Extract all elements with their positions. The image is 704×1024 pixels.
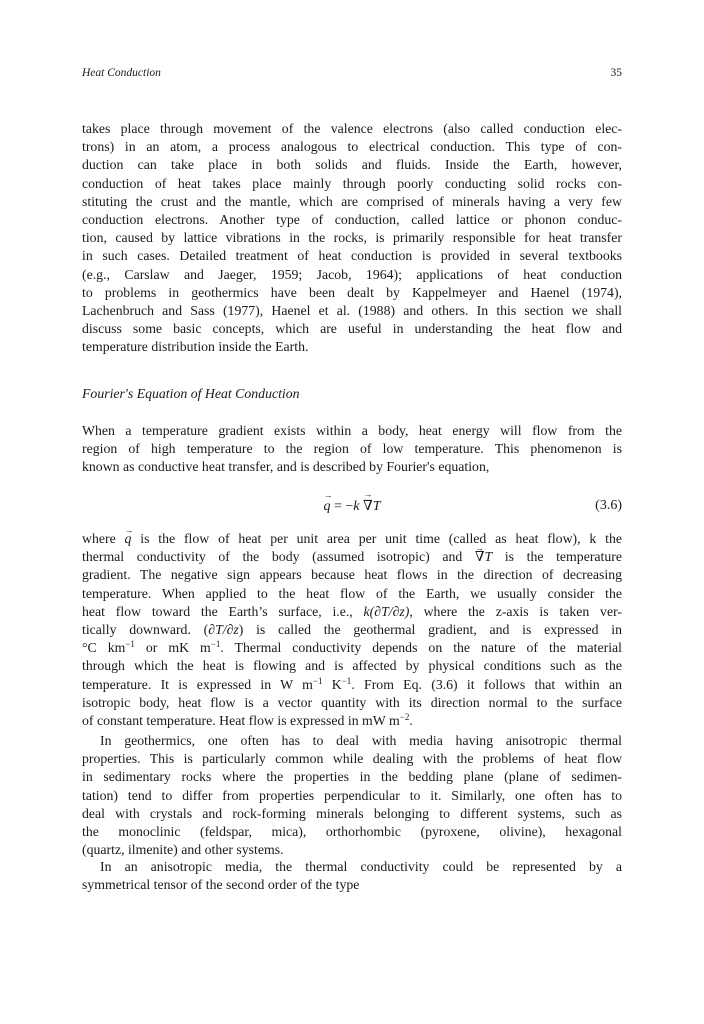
- text-line: In geothermics, one often has to deal with media having anisotropic thermal: [100, 733, 622, 748]
- text-span: ) is called the geothermal gradient, and is expressed in: [238, 622, 622, 638]
- text-line: gradient. The negative sign appears because heat flows in the direction of decreasing: [82, 567, 622, 583]
- heat-flow-vector: → q: [125, 530, 132, 548]
- text-line: [82, 639, 622, 657]
- paragraph-tensor: [82, 858, 622, 894]
- conductivity-symbol: k: [353, 499, 360, 514]
- text-span: °C km: [82, 640, 126, 656]
- text-span: tically downward. (: [82, 622, 209, 638]
- text-line: conduction electrons. Another type of conduction, called lattice or phonon conduc-: [82, 212, 622, 228]
- text-line: [82, 603, 622, 621]
- text-span: is the flow of heat per unit area per unit time (called as heat flow), k the: [131, 531, 622, 546]
- text-span: thermal conductivity of the body (assumed isotropic) and: [82, 549, 475, 565]
- text-span: is the temperature: [492, 549, 622, 565]
- text-line: In an anisotropic media, the thermal conductivity could be represented by a: [100, 859, 622, 874]
- text-line: known as conductive heat transfer, and is described by Fourier's equation,: [82, 459, 490, 475]
- text-line: discuss some basic concepts, which are useful in understanding the heat flow and: [82, 321, 622, 337]
- temperature-symbol: T: [484, 549, 493, 565]
- text-line: stituting the crust and the mantle, which are comprised of minerals having a very few: [82, 193, 622, 209]
- text-span: of constant temperature. Heat flow is expressed in mW m: [82, 713, 400, 729]
- text-line: temperature. When applied to the heat flow of the Earth, we usually consider the: [82, 585, 622, 601]
- text-line: isotropic body, heat flow is a vector quantity with its direction normal to the surface: [82, 694, 622, 710]
- page-number: 35: [610, 67, 622, 79]
- text-line: (e.g., Carslaw and Jaeger, 1959; Jacob, 1964); applications of heat conduction: [82, 266, 622, 282]
- text-line: properties. This is particularly common while dealing with the problems of heat flow: [82, 751, 622, 767]
- text-line: [82, 712, 622, 730]
- section-heading: Fourier's Equation of Heat Conduction: [82, 386, 300, 401]
- text-span: heat flow toward the Earth’s surface, i.e.,: [82, 603, 364, 619]
- text-line: [82, 676, 622, 694]
- heat-flow-vector: → q: [323, 499, 330, 515]
- text-line: takes place through movement of the valence electrons (also called conduction elec-: [82, 121, 622, 136]
- text-span: temperature. It is expressed in W m: [82, 676, 313, 692]
- math-expression: k(∂T/∂z): [363, 603, 410, 619]
- text-line: through which the heat is flowing and is affected by physical conditions such as the: [82, 658, 622, 674]
- superscript: −1: [125, 639, 135, 650]
- page-header: [82, 66, 622, 80]
- text-line: (quartz, ilmenite) and other systems.: [82, 842, 284, 858]
- superscript: −2: [399, 712, 410, 723]
- equation-expression: [82, 498, 622, 515]
- text-line: to problems in geothermics have been dealt by Kappelmeyer and Haenel (1974),: [82, 284, 622, 300]
- text-span: . From Eq. (3.6) it follows that within an: [351, 676, 622, 692]
- text-line: duction can take place in both solids and fluids. Inside the Earth, however,: [82, 157, 622, 173]
- text-line: [82, 548, 622, 566]
- text-line: symmetrical tensor of the second order of the type: [82, 877, 360, 893]
- text-line: Lachenbruch and Sass (1977), Haenel et al. (1988) and others. In this section we shall: [82, 303, 622, 319]
- math-expression: ∂T/∂z: [208, 622, 239, 638]
- text-line: region of high temperature to the region of low temperature. This phenomenon is: [82, 441, 622, 457]
- text-span: .: [409, 713, 413, 729]
- text-line: trons) in an atom, a process analogous to electrical conduction. This type of con-: [82, 139, 622, 155]
- superscript: −1: [341, 675, 352, 686]
- text-span: where: [82, 531, 125, 546]
- superscript: −1: [312, 675, 323, 686]
- text-line: conduction of heat takes place mainly through poorly conducting solid rocks con-: [82, 175, 622, 191]
- text-span: or mK m: [134, 640, 211, 656]
- text-line: tion, caused by lattice vibrations in the rocks, is primarily responsible for heat transfer: [82, 230, 622, 246]
- text-line: [82, 530, 622, 548]
- equals-minus: = −: [333, 499, 354, 514]
- paragraph-anisotropic: [82, 732, 622, 859]
- text-line: tation) tend to differ from properties perpendicular to it. Similarly, one often has to: [82, 787, 622, 803]
- text-line: in sedimentary rocks where the properties in the bedding plane (plane of sedimen-: [82, 769, 622, 785]
- text-line: in such cases. Detailed treatment of heat conduction is provided in several textbooks: [82, 248, 622, 264]
- paragraph-fourier: [82, 422, 622, 477]
- running-title: Heat Conduction: [82, 67, 161, 79]
- gradient-operator: → ∇: [363, 498, 373, 515]
- paragraph-definitions: [82, 530, 622, 730]
- text-span: . Thermal conductivity depends on the nature of the material: [220, 640, 622, 656]
- superscript: −1: [210, 639, 221, 650]
- text-line: When a temperature gradient exists within a body, heat energy will flow from the: [82, 423, 622, 438]
- text-span: K: [322, 676, 342, 692]
- gradient-operator: → ∇: [475, 548, 485, 566]
- paragraph-intro: [82, 120, 622, 357]
- equation-3-6: [82, 498, 622, 518]
- text-line: the monoclinic (feldspar, mica), orthorhombic (pyroxene, olivine), hexagonal: [82, 824, 622, 840]
- equation-number: (3.6): [595, 498, 622, 513]
- text-line: deal with crystals and rock-forming minerals belonging to different systems, such as: [82, 805, 622, 821]
- text-line: temperature distribution inside the Earth.: [82, 339, 309, 355]
- text-span: , where the z-axis is taken ver-: [409, 603, 622, 619]
- text-line: [82, 621, 622, 639]
- temperature-symbol: T: [372, 499, 381, 514]
